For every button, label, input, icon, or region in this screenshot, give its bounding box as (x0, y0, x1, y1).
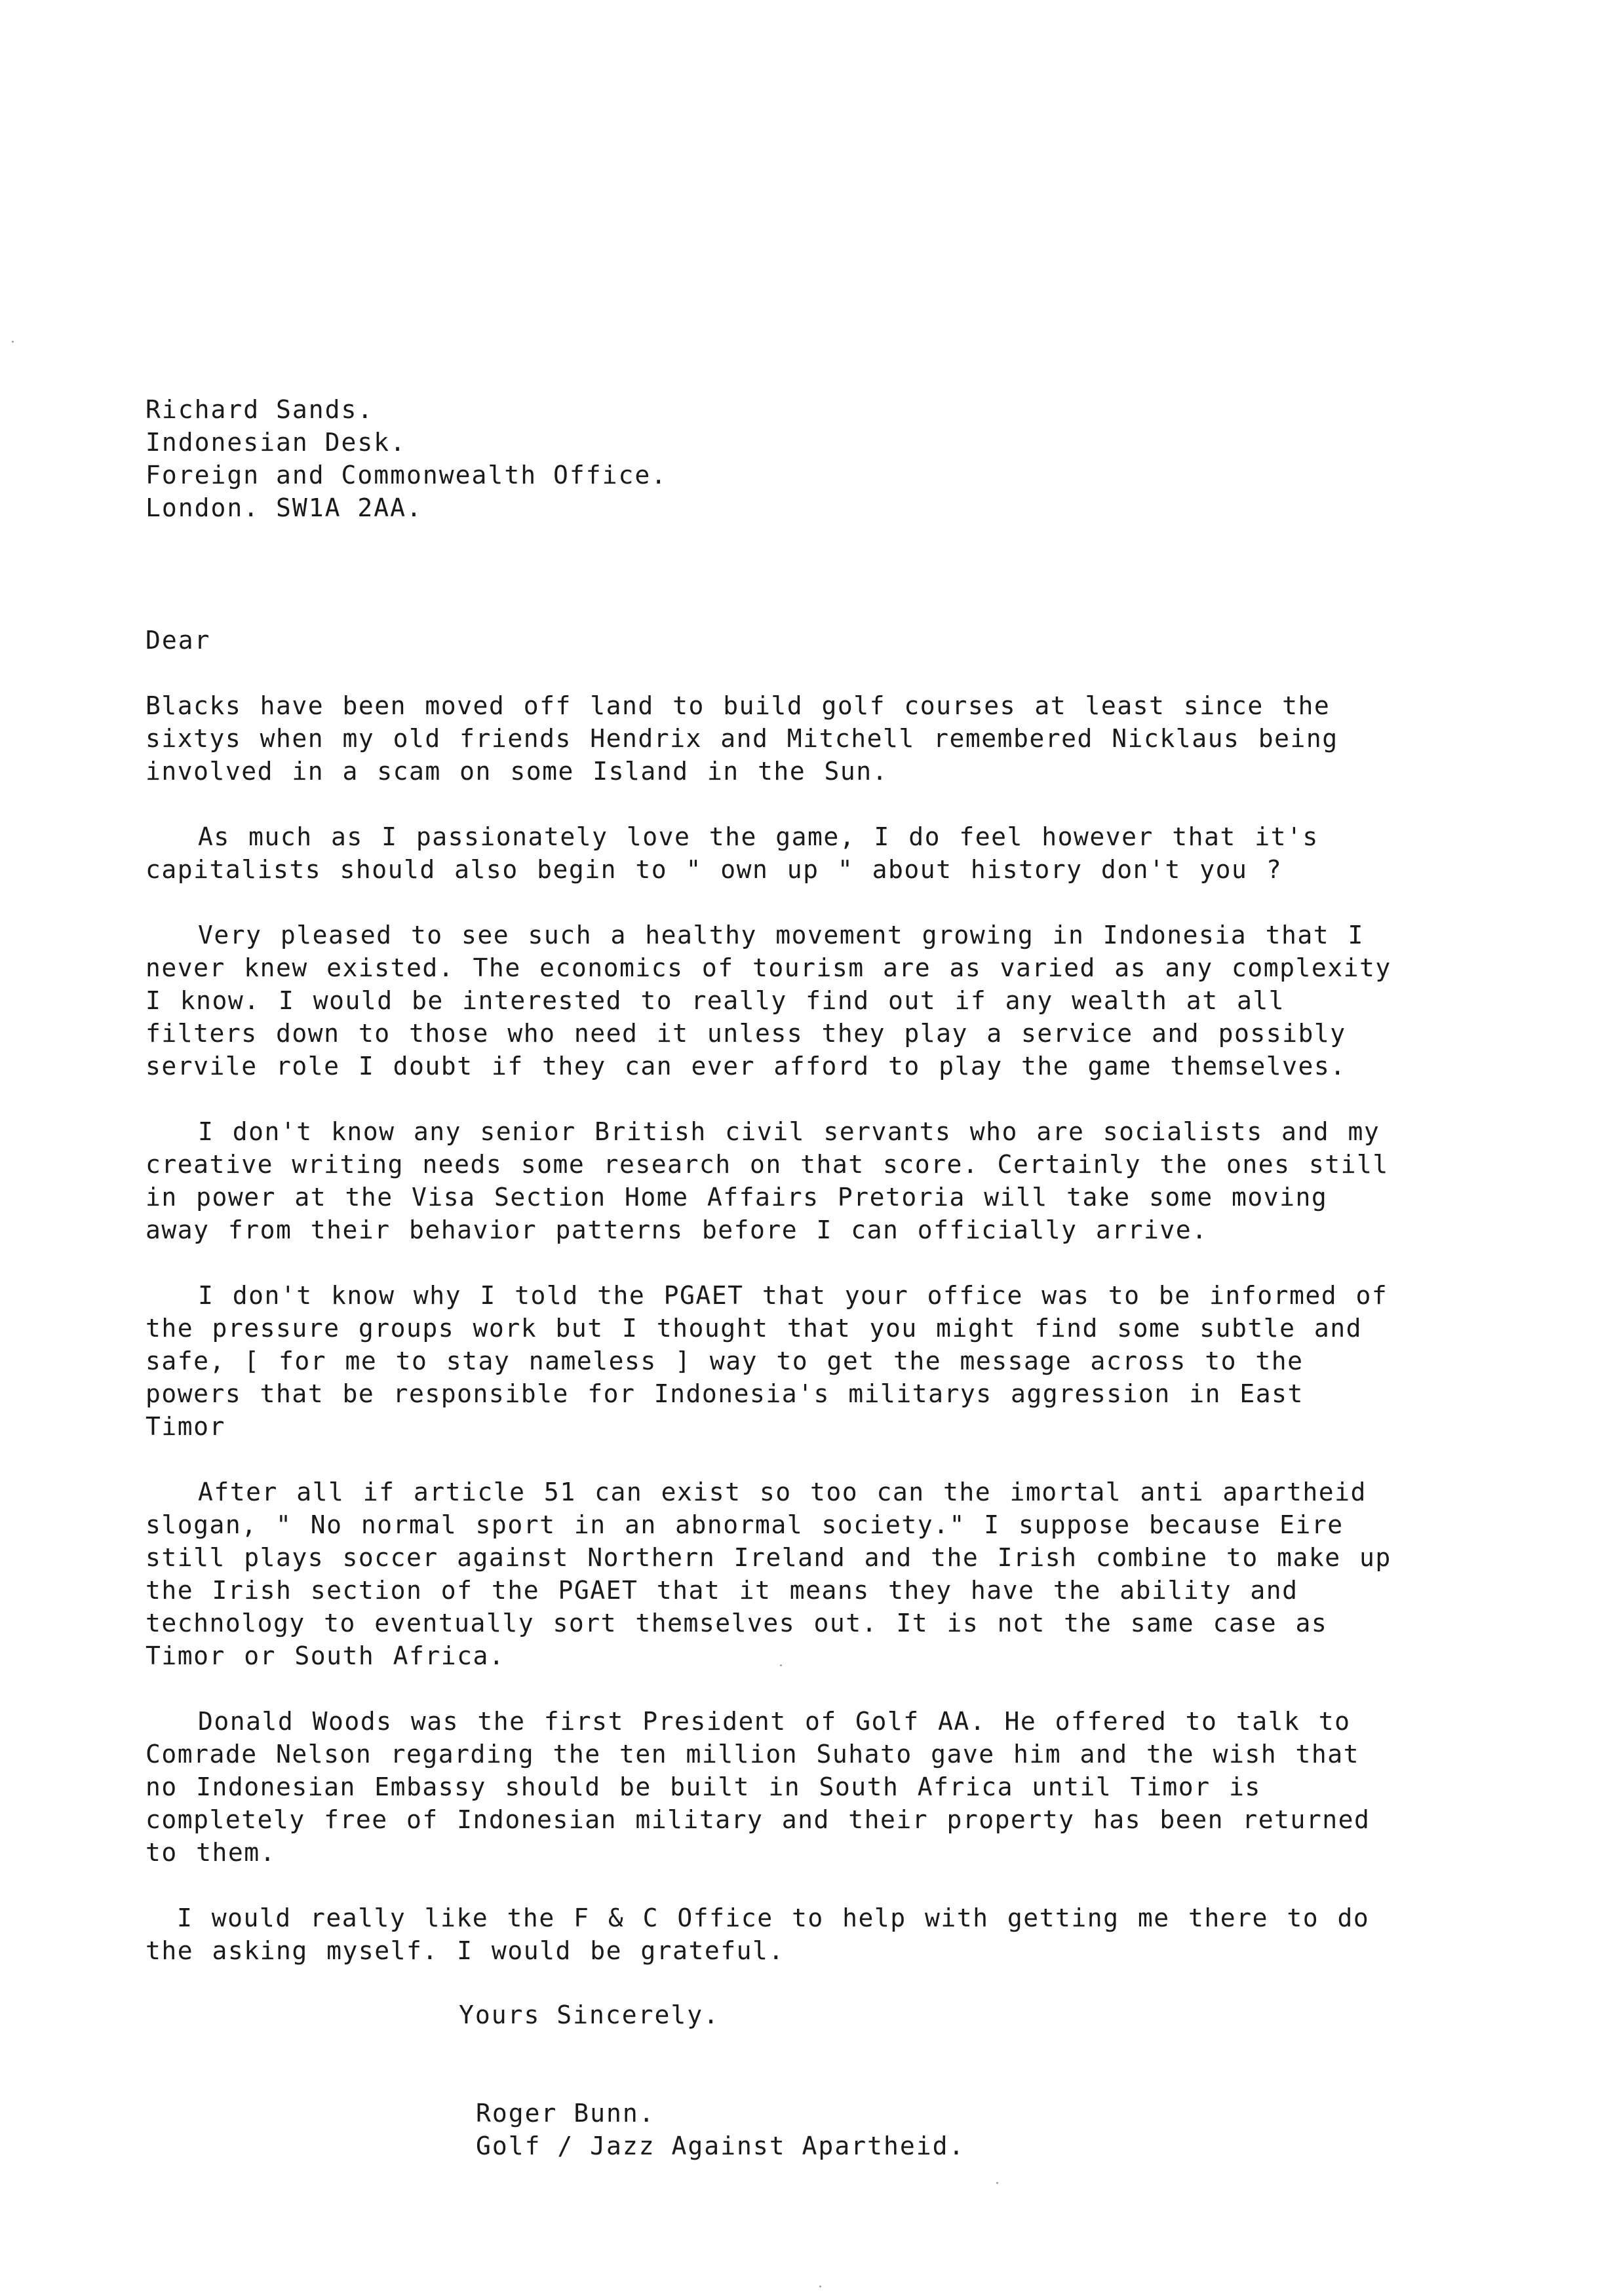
paragraph-line: I don't know any senior British civil servants who are socialists and my (198, 1117, 1380, 1146)
paragraph-line: slogan, " No normal sport in an abnormal society." I suppose because Eire (146, 1510, 1344, 1539)
paragraph-line: powers that be responsible for Indonesia's militarys aggression in East (146, 1379, 1304, 1408)
paragraph-8 (146, 1902, 1370, 1967)
recipient-address (146, 393, 667, 524)
paragraph-3 (146, 919, 1391, 1082)
paragraph-line: capitalists should also begin to " own up " about history don't you ? (146, 855, 1283, 884)
paragraph-6 (146, 1476, 1391, 1672)
paragraph-line: the Irish section of the PGAET that it means they have the ability and (146, 1576, 1298, 1605)
paragraph-line: filters down to those who need it unless they play a service and possibly (146, 1019, 1346, 1048)
paragraph-line: the asking myself. I would be grateful. (146, 1936, 785, 1965)
scan-speck (780, 1664, 782, 1666)
paragraph-line: I know. I would be interested to really find out if any wealth at all (146, 986, 1285, 1015)
signer-organisation: Golf / Jazz Against Apartheid. (476, 2132, 965, 2160)
paragraph-line: sixtys when my old friends Hendrix and Mitchell remembered Nicklaus being (146, 724, 1338, 753)
paragraph-line: completely free of Indonesian military and their property has been returned (146, 1805, 1371, 1834)
paragraph-line: still plays soccer against Northern Ireland and the Irish combine to make up (146, 1543, 1391, 1572)
signature-block (476, 2097, 965, 2162)
paragraph-5 (146, 1279, 1388, 1443)
paragraph-line: Blacks have been moved off land to build golf courses at least since the (146, 691, 1331, 720)
paragraph-line: the pressure groups work but I thought that you might find some subtle and (146, 1314, 1362, 1343)
paragraph-line: As much as I passionately love the game, I do feel however that it's (198, 822, 1319, 851)
scan-speck (12, 341, 14, 343)
paragraph-line: After all if article 51 can exist so too can the imortal anti apartheid (198, 1478, 1367, 1506)
paragraph-line: Timor (146, 1412, 225, 1441)
scan-speck (819, 2286, 821, 2287)
scan-speck (996, 2182, 998, 2184)
paragraph-line: Very pleased to see such a healthy movement growing in Indonesia that I (198, 921, 1364, 949)
paragraph-line: servile role I doubt if they can ever afford to play the game themselves. (146, 1052, 1346, 1081)
paragraph-line: never knew existed. The economics of tourism are as varied as any complexity (146, 953, 1391, 982)
recipient-city: London. SW1A 2AA. (146, 493, 423, 522)
paragraph-1 (146, 689, 1365, 788)
paragraph-7 (146, 1705, 1371, 1869)
paragraph-4 (146, 1115, 1389, 1246)
paragraph-line: Comrade Nelson regarding the ten million Suhato gave him and the wish that (146, 1740, 1359, 1769)
paragraph-line: creative writing needs some research on that score. Certainly the ones still (146, 1150, 1389, 1179)
recipient-desk: Indonesian Desk. (146, 428, 407, 457)
paragraph-line: away from their behavior patterns before I can officially arrive. (146, 1215, 1208, 1244)
paragraph-2 (146, 820, 1365, 886)
salutation: Dear (146, 626, 211, 655)
recipient-name: Richard Sands. (146, 395, 374, 424)
paragraph-line: Timor or South Africa. (146, 1641, 505, 1670)
paragraph-line: Donald Woods was the first President of Golf AA. He offered to talk to (198, 1707, 1351, 1736)
paragraph-line: no Indonesian Embassy should be built in South Africa until Timor is (146, 1772, 1261, 1801)
paragraph-line: in power at the Visa Section Home Affairs Pretoria will take some moving (146, 1183, 1328, 1212)
paragraph-line: I would really like the F & C Office to help with getting me there to do (177, 1904, 1370, 1932)
paragraph-line: safe, [ for me to stay nameless ] way to get the message across to the (146, 1347, 1304, 1375)
paragraph-line: I don't know why I told the PGAET that your office was to be informed of (198, 1281, 1388, 1310)
recipient-office: Foreign and Commonwealth Office. (146, 461, 668, 489)
signer-name: Roger Bunn. (476, 2099, 655, 2128)
closing: Yours Sincerely. (459, 2000, 720, 2029)
paragraph-line: involved in a scam on some Island in the Sun. (146, 757, 889, 786)
paragraph-line: to them. (146, 1838, 277, 1867)
paragraph-line: technology to eventually sort themselves out. It is not the same case as (146, 1609, 1328, 1637)
